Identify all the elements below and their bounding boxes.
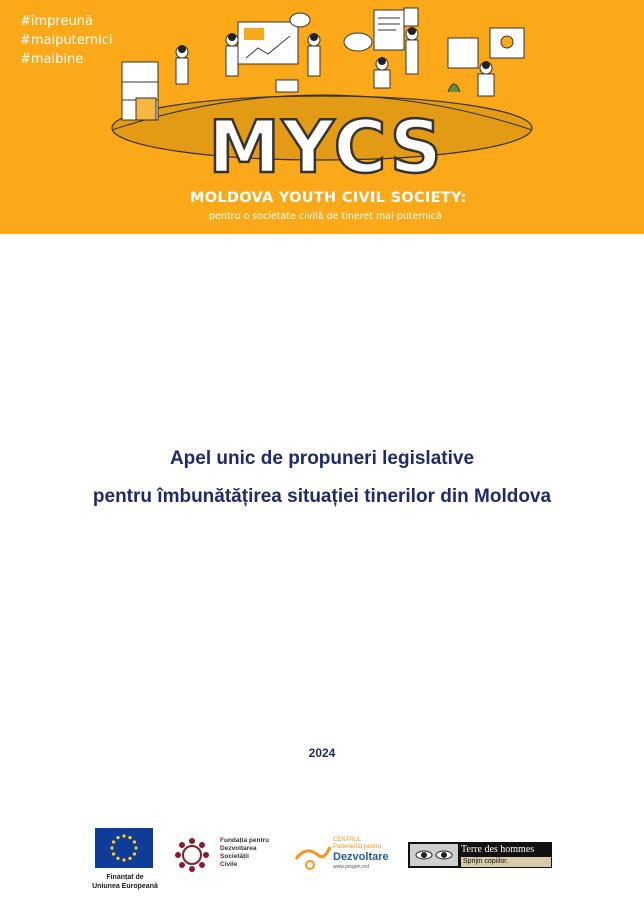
fdsc-rest: ivile: [224, 861, 238, 868]
fdsc-rest: ezvoltarea: [224, 845, 257, 852]
fdsc-rest: undația pentru: [223, 837, 270, 844]
hashtag-list: [20, 12, 112, 69]
tdh-subtitle: Sprijin copiilor.: [461, 857, 551, 867]
partner-logos-row: [0, 825, 644, 900]
fdsc-initial: C: [220, 861, 225, 868]
tdh-name: Terre des hommes: [461, 844, 535, 855]
mycs-logo: [186, 112, 466, 182]
cpd-top-text: [333, 837, 381, 851]
fdsc-line: [220, 853, 269, 861]
eu-caption: [80, 873, 170, 891]
fdsc-line: [220, 837, 269, 845]
fdsc-initial: F: [220, 837, 224, 844]
banner-subtagline: pentru o societate civilă de tineret mai puternică: [209, 211, 442, 222]
fdsc-line: [220, 861, 269, 869]
eu-flag-icon: [95, 828, 153, 868]
document-title-line-1: Apel unic de propuneri legislative: [169, 448, 475, 469]
eu-caption-line: Finanțat de: [106, 874, 144, 881]
hashtag: #împreună: [20, 14, 93, 29]
fdsc-initial: S: [220, 853, 225, 860]
cpd-top-line: CENTRUL: [333, 837, 362, 843]
child-eyes-icon: [410, 844, 458, 866]
fdsc-initial: D: [220, 845, 225, 852]
banner-tagline: MOLDOVA YOUTH CIVIL SOCIETY:: [190, 190, 467, 206]
document-title-line-2: pentru îmbunătățirea situației tinerilor din Moldova: [92, 486, 552, 507]
document-year: 2024: [308, 746, 336, 760]
cpd-website: www.progen.md: [333, 864, 369, 870]
fdsc-line: [220, 845, 269, 853]
cpd-top-line: Parteneriat pentru: [333, 844, 382, 850]
mycs-logo-text: MYCS: [208, 112, 444, 182]
cpd-name: Dezvoltare: [333, 851, 389, 863]
header-banner: [0, 0, 644, 234]
fdsc-name: [220, 837, 269, 869]
fdsc-rest: ocietății: [224, 853, 249, 860]
hashtag: #maibine: [20, 52, 84, 67]
hashtag: #maiputernici: [20, 33, 113, 48]
eu-caption-line: Uniunea Europeană: [92, 883, 158, 890]
